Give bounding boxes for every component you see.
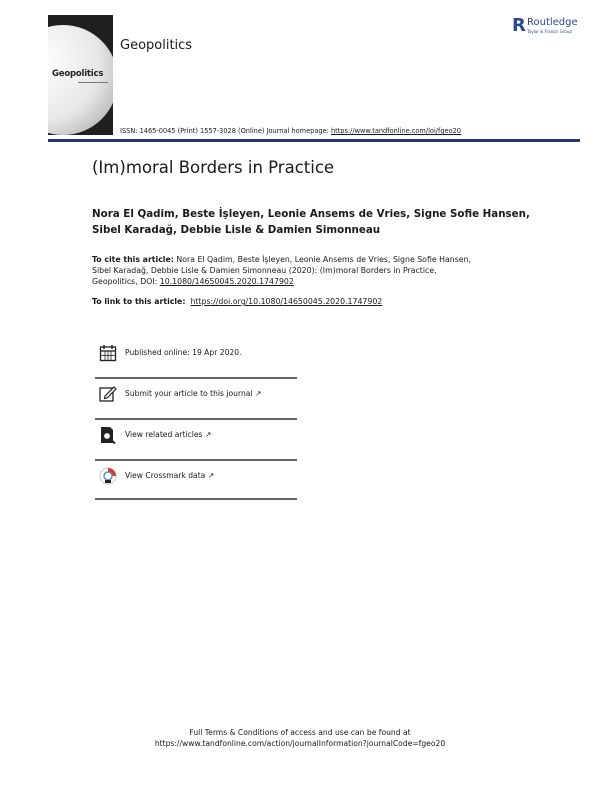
external-link-icon: ↗ — [204, 430, 212, 439]
issn-line — [120, 127, 461, 135]
row-divider — [95, 377, 297, 379]
related-articles-link[interactable]: View related articles — [125, 430, 203, 439]
document-search-icon — [99, 426, 117, 444]
citation-text: Geopolitics, DOI: — [92, 277, 158, 286]
cover-graphic — [48, 25, 113, 135]
article-title: (Im)moral Borders in Practice — [92, 158, 335, 177]
footer-terms — [0, 727, 600, 749]
crossmark-row[interactable] — [95, 467, 297, 507]
cover-publisher-logo: ■ — [54, 127, 57, 131]
external-link-icon: ↗ — [254, 389, 262, 398]
citation-block — [92, 254, 522, 287]
published-date-row — [95, 344, 297, 384]
cover-subtitle-rule — [78, 82, 108, 83]
publisher-name: Routledge — [527, 17, 578, 28]
article-authors — [92, 206, 552, 238]
citation-text: Sibel Karadağ, Debbie Lisle & Damien Simonneau (2020): (Im)moral Borders in Practice, — [92, 266, 437, 275]
footer-text: Full Terms & Conditions of access and use can be found at — [189, 728, 411, 737]
submit-article-link[interactable]: Submit your article to this journal — [125, 389, 253, 398]
row-divider — [95, 459, 297, 461]
terms-link[interactable]: https://www.tandfonline.com/action/journalInformation?journalCode=fgeo20 — [154, 739, 446, 748]
article-link-line — [92, 297, 382, 306]
journal-name: Geopolitics — [120, 38, 193, 53]
issn-text: ISSN: 1465-0045 (Print) 1557-3028 (Online) Journal homepage: — [120, 127, 329, 135]
row-divider — [95, 418, 297, 420]
citation-label: To cite this article: — [92, 255, 174, 264]
authors-line: Sibel Karadağ, Debbie Lisle & Damien Simonneau — [92, 224, 381, 236]
crossmark-link[interactable]: View Crossmark data — [125, 471, 206, 480]
published-date: Published online: 19 Apr 2020. — [125, 348, 242, 357]
calendar-icon — [99, 344, 117, 362]
submit-article-row[interactable] — [95, 385, 297, 425]
article-url-link[interactable]: https://doi.org/10.1080/14650045.2020.1747902 — [190, 297, 383, 306]
external-link-icon: ↗ — [207, 471, 215, 480]
routledge-logo-icon: R — [512, 15, 526, 36]
row-divider — [95, 498, 297, 500]
link-label: To link to this article: — [92, 297, 186, 306]
header-divider — [48, 139, 580, 142]
related-articles-row[interactable] — [95, 426, 297, 466]
publisher-logo — [512, 16, 592, 42]
publisher-tagline: Taylor & Francis Group — [527, 29, 572, 34]
journal-cover-image — [48, 15, 113, 135]
doi-link[interactable]: 10.1080/14650045.2020.1747902 — [159, 277, 294, 286]
cover-title: Geopolitics — [52, 69, 104, 79]
citation-text: Nora El Qadim, Beste İşleyen, Leonie Ansems de Vries, Signe Sofie Hansen, — [176, 255, 471, 264]
journal-homepage-link[interactable]: https://www.tandfonline.com/loi/fgeo20 — [330, 127, 461, 135]
edit-icon — [99, 385, 117, 403]
crossmark-icon — [99, 467, 117, 485]
authors-line: Nora El Qadim, Beste İşleyen, Leonie Ansems de Vries, Signe Sofie Hansen, — [92, 208, 530, 220]
